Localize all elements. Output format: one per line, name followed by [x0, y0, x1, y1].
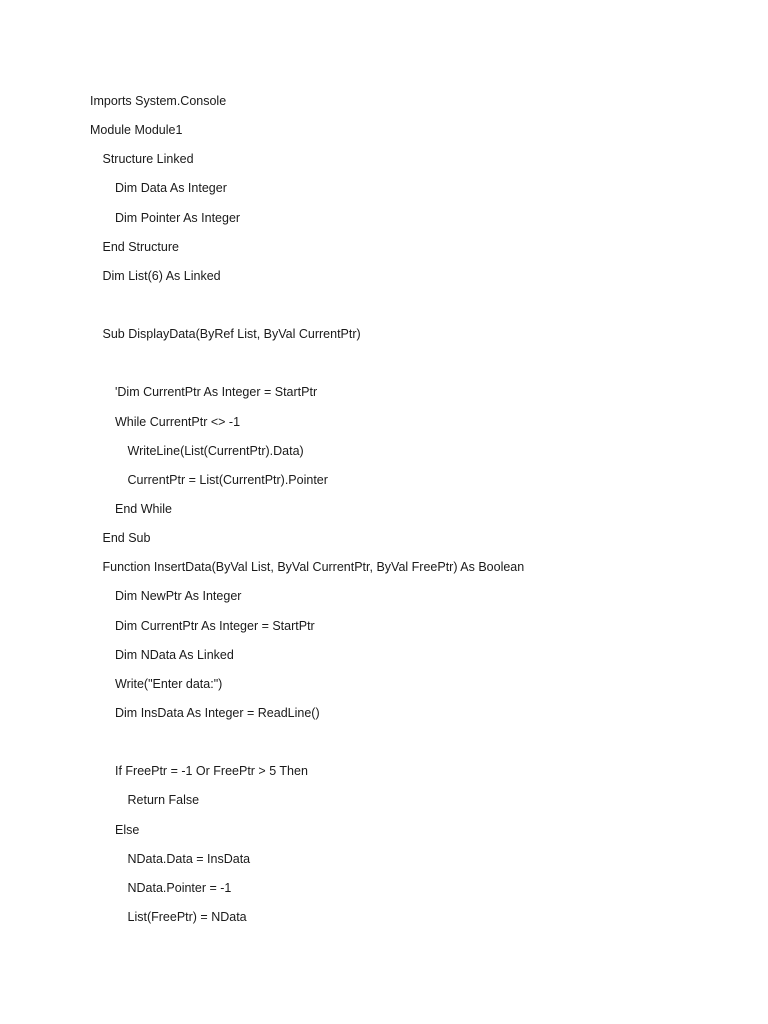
- code-line: 'Dim CurrentPtr As Integer = StartPtr: [115, 385, 318, 400]
- code-line: End Sub: [102, 531, 151, 546]
- code-line: Dim Data As Integer: [115, 181, 227, 196]
- code-line: Function InsertData(ByVal List, ByVal CurrentPtr, ByVal FreePtr) As Boolean: [102, 560, 525, 575]
- code-line: NData.Data = InsData: [127, 851, 251, 866]
- code-line: Structure Linked: [102, 152, 194, 167]
- code-line: Module Module1: [90, 123, 183, 138]
- code-line: Write("Enter data:"): [115, 676, 223, 691]
- blank-line: [90, 353, 730, 382]
- code-line: Dim Pointer As Integer: [115, 210, 241, 225]
- code-line: End While: [115, 501, 172, 516]
- blank-line: [90, 295, 730, 324]
- code-line: If FreePtr = -1 Or FreePtr > 5 Then: [115, 764, 308, 779]
- code-line: CurrentPtr = List(CurrentPtr).Pointer: [127, 472, 328, 487]
- code-line: NData.Pointer = -1: [127, 880, 232, 895]
- code-line: Dim CurrentPtr As Integer = StartPtr: [115, 618, 315, 633]
- blank-line: [90, 732, 730, 761]
- code-line: Imports System.Console: [90, 94, 227, 108]
- code-line: Else: [115, 822, 140, 837]
- code-line: Dim NewPtr As Integer: [115, 589, 242, 604]
- code-line: List(FreePtr) = NData: [127, 909, 247, 924]
- code-listing: [90, 91, 730, 936]
- code-line: Dim List(6) As Linked: [102, 268, 221, 283]
- code-line: Dim NData As Linked: [115, 647, 234, 662]
- code-line: WriteLine(List(CurrentPtr).Data): [127, 443, 304, 458]
- code-line: Return False: [127, 793, 200, 808]
- code-line: While CurrentPtr <> -1: [115, 414, 241, 429]
- code-line: End Structure: [102, 239, 179, 254]
- code-line: Dim InsData As Integer = ReadLine(): [115, 705, 320, 720]
- code-line: Sub DisplayData(ByRef List, ByVal CurrentPtr): [102, 327, 361, 342]
